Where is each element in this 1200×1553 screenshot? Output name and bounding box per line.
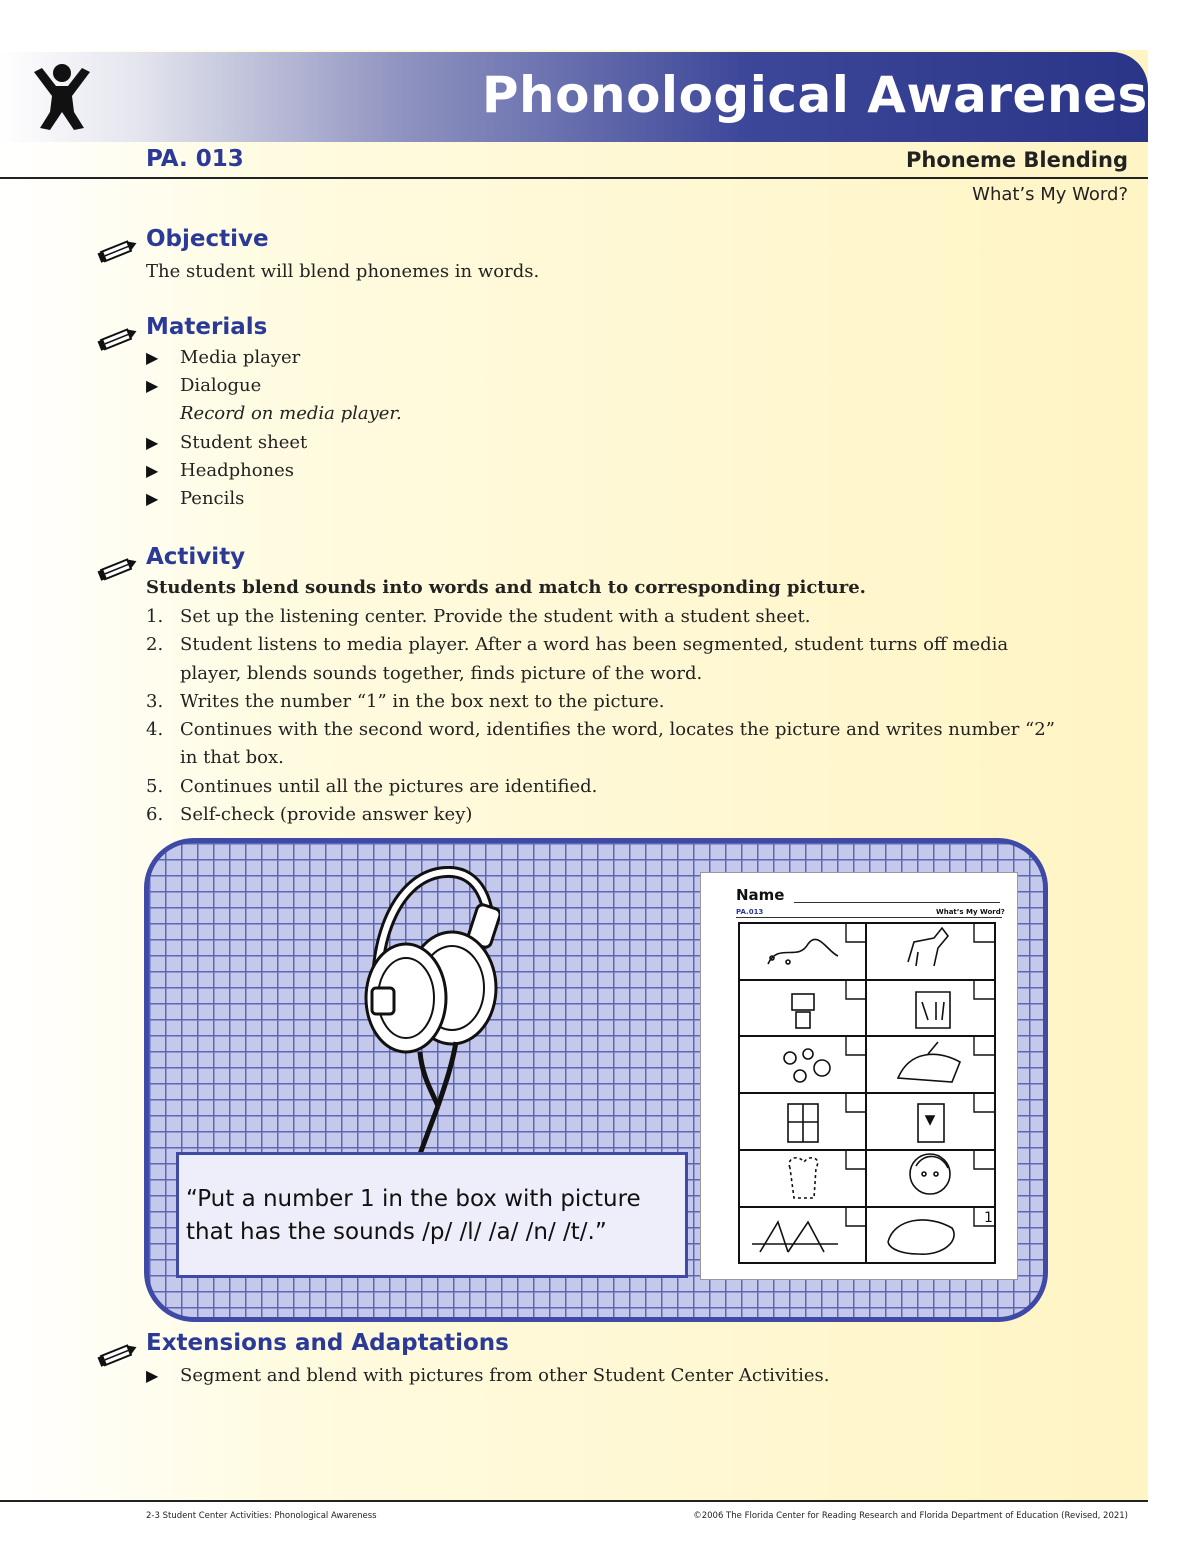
list-item: ▶ Media player [146, 344, 402, 372]
list-item: ▶ Dialogue [146, 372, 402, 400]
triangle-bullet-icon: ▶ [146, 489, 159, 509]
pencil-icon [96, 326, 138, 352]
triangle-bullet-icon: ▶ [146, 348, 159, 367]
activity-code: PA. 013 [146, 146, 244, 172]
step-continuation: in that box. [180, 747, 284, 769]
footer-copyright: ©2006 The Florida Center for Reading Research and Florida Department of Education (Revised, 2021) [693, 1511, 1128, 1521]
materials-heading: Materials [146, 314, 268, 340]
header-divider [0, 177, 1148, 179]
activity-heading: Activity [146, 544, 246, 570]
triangle-bullet-icon: ▶ [146, 376, 159, 396]
extensions-list [146, 1362, 829, 1390]
sheet-code: PA.013 [736, 908, 764, 916]
step-continuation: player, blends sounds together, finds picture of the word. [180, 662, 703, 684]
step-item: 3. Writes the number “1” in the box next to the picture. [146, 690, 665, 712]
sheet-picture-grid [738, 922, 996, 1264]
activity-intro: Students blend sounds into words and match to corresponding picture. [146, 577, 866, 598]
objective-heading: Objective [146, 226, 269, 252]
person-icon [30, 62, 94, 132]
footer-divider [0, 1500, 1148, 1502]
triangle-bullet-icon: ▶ [146, 432, 159, 452]
strand-title: Phoneme Blending [905, 148, 1128, 172]
step-item: 2. Student listens to media player. After a word has been segmented, student turns off media [146, 634, 1009, 656]
quote-box [176, 1152, 688, 1278]
pencil-icon [96, 1342, 138, 1368]
step-item: 4. Continues with the second word, identifies the word, locates the picture and writes number “2” [146, 719, 1055, 741]
step-item: 1. Set up the listening center. Provide the student with a student sheet. [146, 606, 811, 627]
objective-text: The student will blend phonemes in words. [146, 261, 540, 282]
pencil-icon [96, 556, 138, 582]
footer-page-label: 2-3 Student Center Activities: Phonological Awareness [146, 1511, 377, 1521]
dialogue-note: Record on media player. [180, 403, 402, 425]
materials-list [146, 344, 402, 513]
pencil-icon [96, 238, 138, 264]
quote-line: that has the sounds /p/ /l/ /a/ /n/ /t/.” [186, 1219, 607, 1245]
list-item: ▶ Student sheet [146, 429, 402, 457]
triangle-bullet-icon: ▶ [146, 460, 159, 480]
step-item: 6. Self-check (provide answer key) [146, 804, 473, 826]
sheet-name-line [794, 902, 1000, 903]
triangle-bullet-icon: ▶ [146, 1366, 159, 1385]
activity-name: What’s My Word? [972, 184, 1128, 205]
list-item: ▶ Pencils [146, 485, 402, 513]
step-item: 5. Continues until all the pictures are identified. [146, 775, 598, 797]
sheet-divider [736, 917, 1002, 918]
list-item: ▶ Headphones [146, 457, 402, 485]
page-title: Phonological Awareness [481, 66, 1178, 124]
list-item: ▶ Segment and blend with pictures from other Student Center Activities. [146, 1362, 829, 1390]
activity-steps [146, 603, 1055, 829]
quote-line: “Put a number 1 in the box with picture [186, 1186, 641, 1212]
sheet-filled-number: 1 [984, 1210, 993, 1226]
sheet-name-label: Name [736, 886, 785, 904]
headphones-icon [360, 866, 500, 1156]
extensions-heading: Extensions and Adaptations [146, 1330, 509, 1356]
sheet-title: What’s My Word? [936, 908, 1005, 916]
